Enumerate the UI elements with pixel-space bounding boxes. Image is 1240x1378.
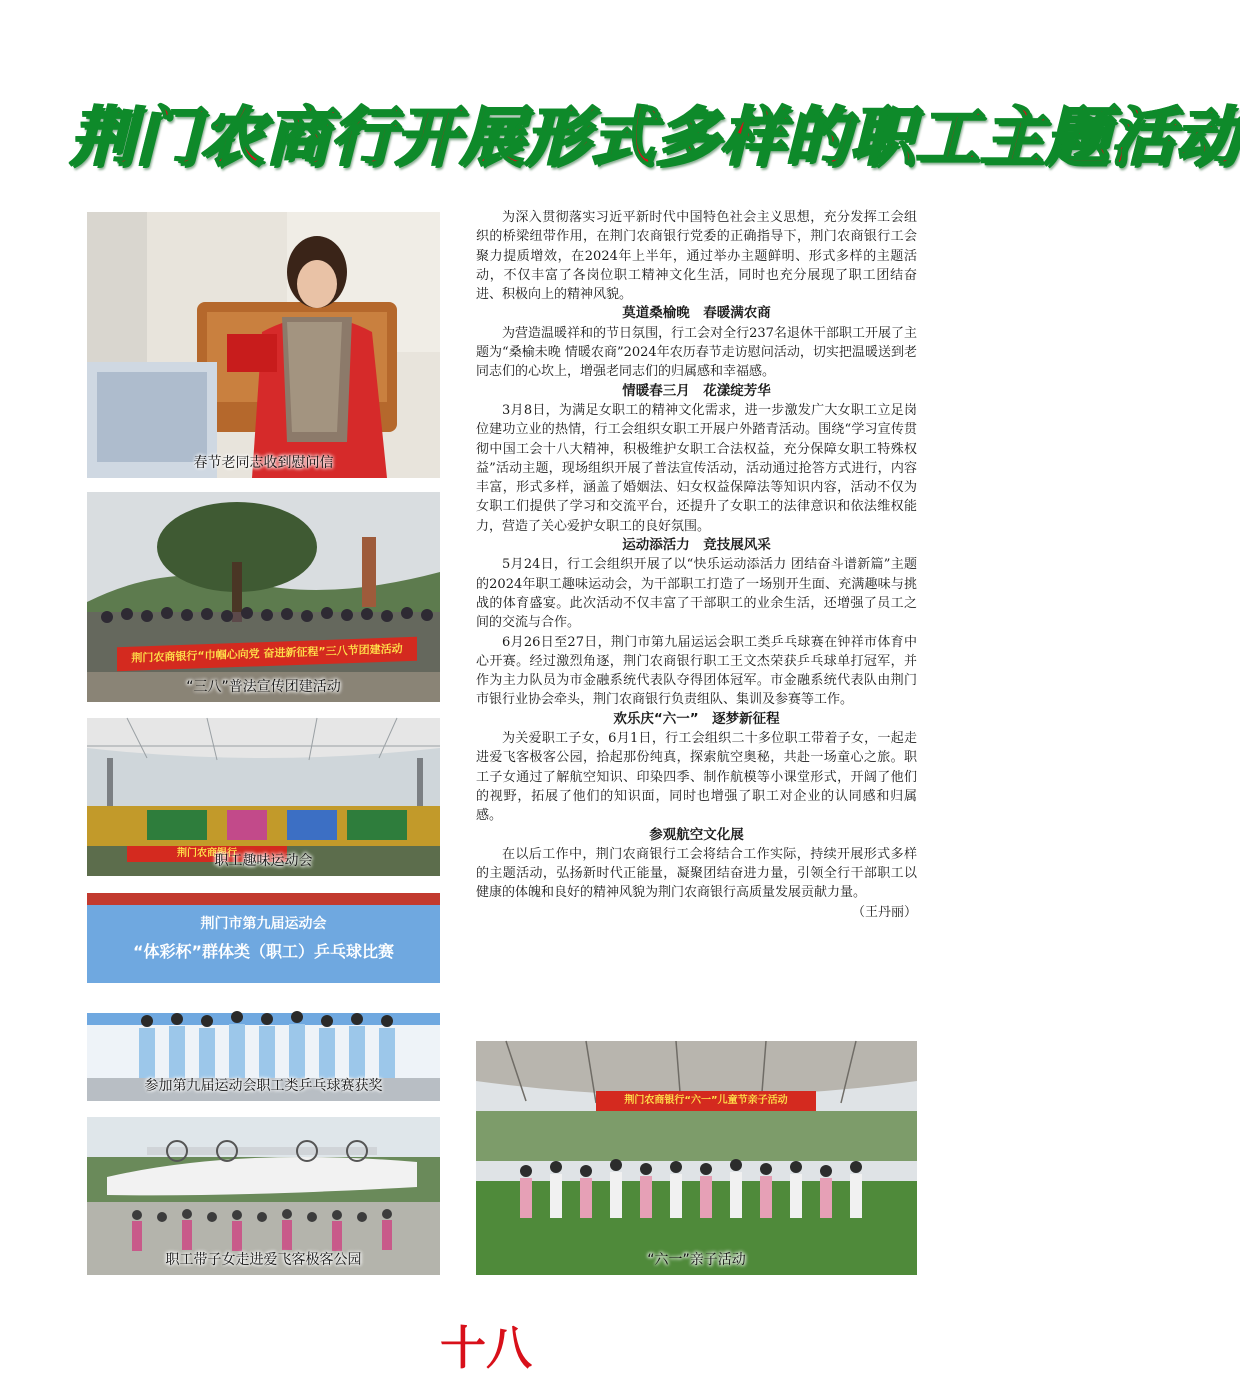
section-heading: 莫道桑榆晚 春暖满农商 <box>622 305 771 322</box>
photo-caption: 职工带子女走进爱飞客极客公园 <box>165 1252 362 1268</box>
photo-spring-festival-image <box>87 212 440 478</box>
photo-womens-day <box>87 492 440 702</box>
table-tennis-board-line1: 荆门市第九届运动会 <box>200 916 327 932</box>
photo-caption: 职工趣味运动会 <box>214 853 313 869</box>
article-paragraph: 5月24日，行工会组织开展了以“快乐运动添活力 团结奋斗谱新篇”主题的2024年职工趣味运动会，为干部职工打造了一场别开生面、充满趣味与挑战的体育盛宴。此次活动不仅丰富了干部职工的业余生活，还增强了员工之间的交流与合作。 <box>476 557 917 631</box>
section-heading: 参观航空文化展 <box>649 826 744 843</box>
page-title: 荆门农商行开展形式多样的职工主题活动 <box>70 101 1240 175</box>
article-body <box>476 208 917 922</box>
section-heading: 欢乐庆“六一” 逐梦新征程 <box>613 710 780 727</box>
article-intro: 为深入贯彻落实习近平新时代中国特色社会主义思想，充分发挥工会组织的桥梁纽带作用，在荆门农商银行党委的正确指导下，荆门农商银行工会聚力提质增效，在2024年上半年，通过举办主题鲜明、形式多样的主题活动，不仅丰富了各岗位职工精神文化生活，同时也充分展现了职工团结奋进、积极向上的精神风貌。 <box>476 210 917 303</box>
womens-day-banner: 荆门农商银行“巾帼心向党 奋进新征程”三八节团建活动 <box>117 637 417 671</box>
photo-childrens-day-image <box>476 1041 917 1275</box>
article-paragraph: 为关爱职工子女，6月1日，行工会组织二十多位职工带着子女，一起走进爱飞客极客公园，拾起那份纯真，探索航空奥秘，共赴一场童心之旅。职工子女通过了解航空知识、印染四季、制作航模等小课堂形式，开阔了他们的视野，拓展了他们的知识面，同时也增强了职工对企业的认同感和归属感。 <box>476 731 917 824</box>
article-paragraph: 为营造温暖祥和的节日氛围，行工会对全行237名退休干部职工开展了主题为“桑榆未晚 情暖农商”2024年农历春节走访慰问活动，切实把温暖送到老同志们的心坎上，增强老同志们的归属感和幸福感。 <box>476 325 917 380</box>
photo-spring-festival <box>87 212 440 478</box>
photo-caption: “六一”亲子活动 <box>647 1252 746 1268</box>
photo-caption: “三八”普法宣传团建活动 <box>186 679 341 695</box>
section-heading: 运动添活力 竞技展风采 <box>622 537 771 554</box>
section-heading: 情暖春三月 花漾绽芳华 <box>622 382 771 399</box>
photo-table-tennis <box>87 893 440 1101</box>
photo-sports-meet <box>87 718 440 876</box>
photo-aviation-park <box>87 1117 440 1275</box>
article-author: （王丹丽） <box>851 904 917 920</box>
article-paragraph: 3月8日，为满足女职工的精神文化需求，进一步激发广大女职工立足岗位建功立业的热情，行工会组织女职工开展户外踏青活动。围绕“学习宣传贯彻中国工会十八大精神，积极维护女职工合法权益，充分保障女职工特殊权益”活动主题，现场组织开展了普法宣传活动，活动通过抢答方式进行，内容丰富，形式多样，涵盖了婚姻法、妇女权益保障法等知识内容，活动不仅为女职工们提供了学习和交流平台，还提升了女职工的法律意识和依法维权能力，营造了关心爱护女职工的良好氛围。 <box>476 402 917 534</box>
photo-childrens-day <box>476 1041 917 1275</box>
childrens-day-banner: 荆门农商银行“六一”儿童节亲子活动 <box>596 1091 816 1111</box>
article-paragraph: 6月26日至27日，荆门市第九届运运会职工类乒乓球赛在钟祥市体育中心开赛。经过激烈角逐，荆门农商银行职工王文杰荣获乒乓球单打冠军，并作为主力队员为市金融系统代表队夺得团体冠军。市金融系统代表队由荆门市银行业协会牵头，荆门农商银行负责组队、集训及参赛等工作。 <box>476 634 917 708</box>
table-tennis-board-line2: “体彩杯”群体类（职工）乒乓球比赛 <box>132 942 395 961</box>
photo-caption: 参加第九届运动会职工类乒乓球赛获奖 <box>144 1078 383 1094</box>
photo-caption: 春节老同志收到慰问信 <box>193 455 334 471</box>
photo-womens-day-image <box>87 492 440 702</box>
article-paragraph: 在以后工作中，荆门农商银行工会将结合工作实际，持续开展形式多样的主题活动，弘扬新时代正能量，凝聚团结奋进力量，引领全行干部职工以健康的体魄和良好的精神风貌为荆门农商银行高质量发展贡献力量。 <box>476 846 917 901</box>
page-number: 十八 <box>440 1321 532 1375</box>
sports-meet-banner: 荆门农商银行 <box>127 846 287 862</box>
